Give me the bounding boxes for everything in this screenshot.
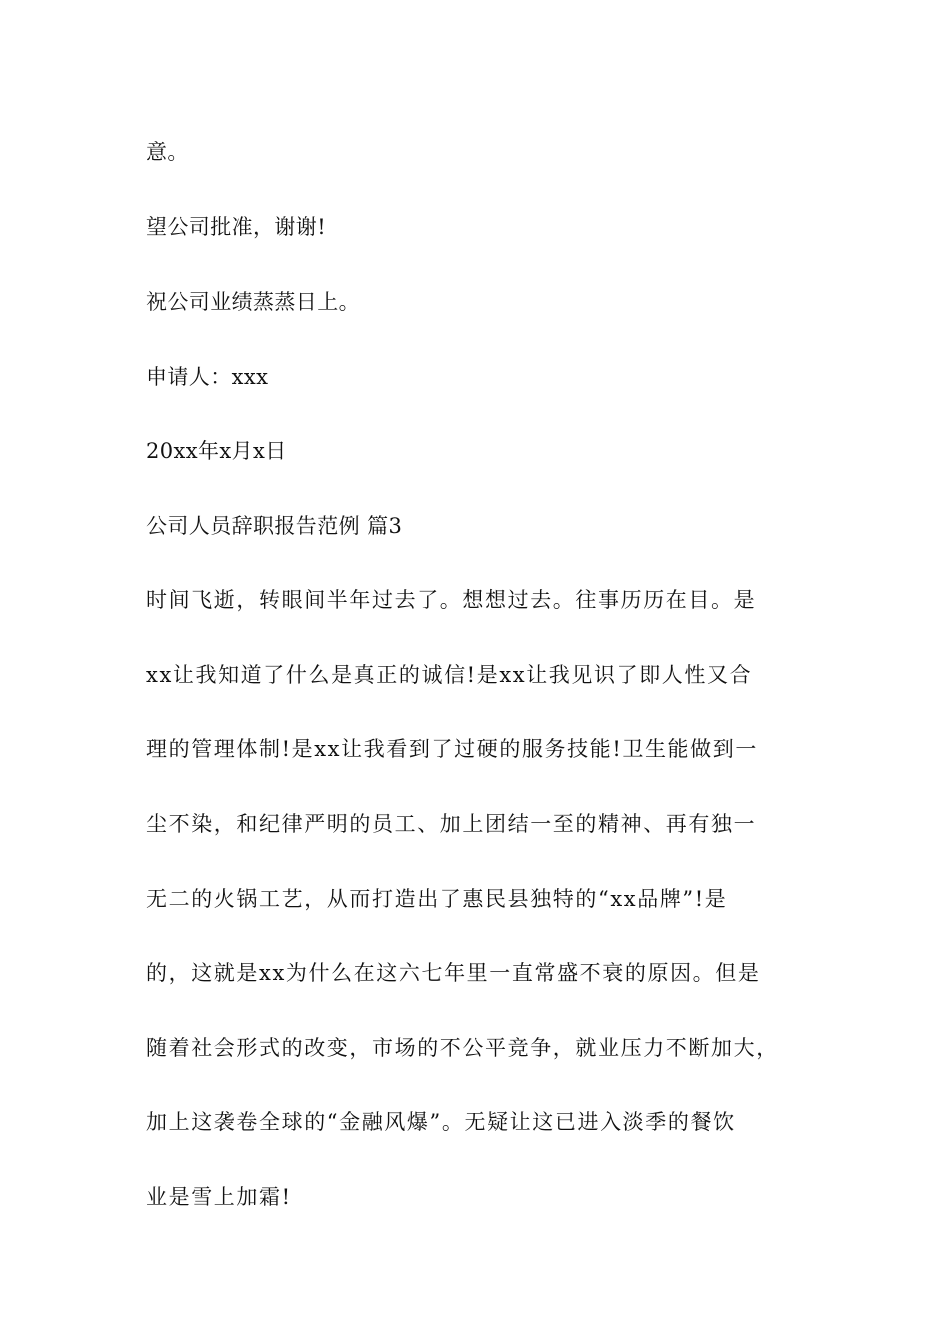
closing-line-wish: 祝公司业绩蒸蒸日上。: [146, 290, 360, 314]
body-line-8: 加上这袭卷全球的“金融风爆”。无疑让这已进入淡季的餐饮: [146, 1110, 736, 1134]
body-line-5: 无二的火锅工艺，从而打造出了惠民县独特的“xx品牌”!是: [146, 887, 728, 911]
body-line-3: 理的管理体制!是xx让我看到了过硬的服务技能!卫生能做到一: [146, 737, 758, 761]
body-line-7: 随着社会形式的改变，市场的不公平竞争，就业压力不断加大，: [146, 1036, 779, 1060]
body-line-1: 时间飞逝，转眼间半年过去了。想想过去。往事历历在目。是: [146, 588, 757, 612]
body-line-4: 尘不染，和纪律严明的员工、加上团结一至的精神、再有独一: [146, 812, 757, 836]
closing-line-request: 望公司批准，谢谢!: [146, 215, 327, 239]
closing-line-continuation: 意。: [146, 140, 189, 164]
date-line: 20xx年x月x日: [146, 439, 287, 463]
body-line-6: 的，这就是xx为什么在这六七年里一直常盛不衰的原因。但是: [146, 961, 761, 985]
applicant-line: 申请人：xxx: [146, 365, 269, 389]
section-title: 公司人员辞职报告范例 篇3: [146, 514, 403, 538]
body-line-2: xx让我知道了什么是真正的诚信!是xx让我见识了即人性又合: [146, 663, 753, 687]
body-line-9: 业是雪上加霜!: [146, 1185, 292, 1209]
